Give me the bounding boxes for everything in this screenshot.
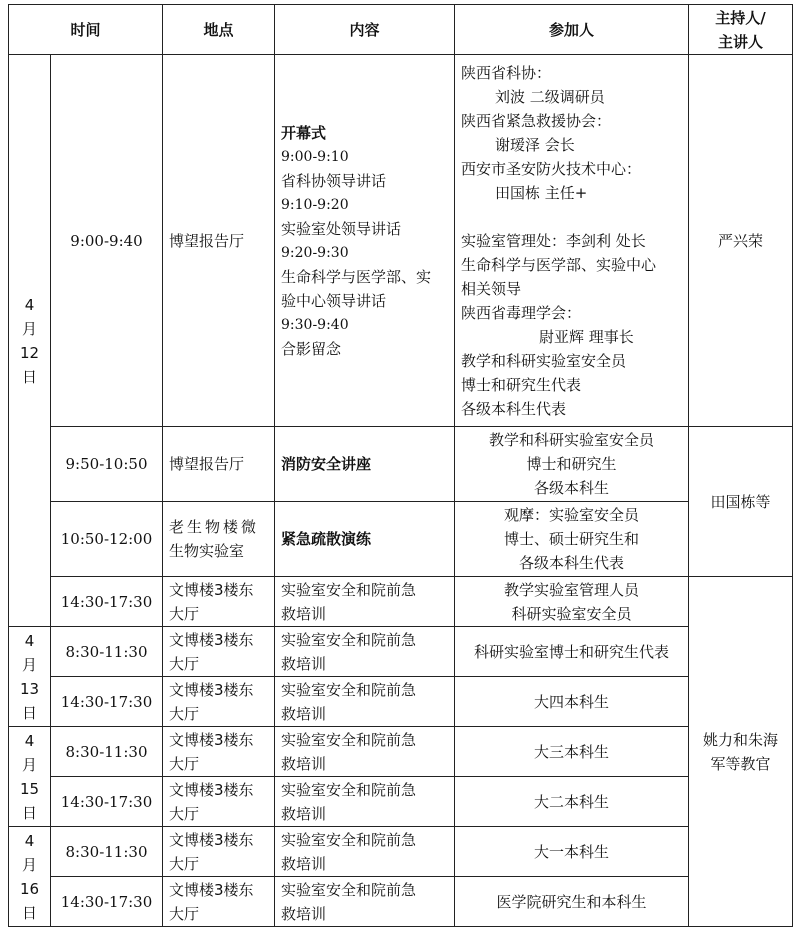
location-line: 文博楼3楼东 bbox=[169, 880, 254, 899]
date-text: 日 bbox=[21, 903, 37, 922]
participants-cell: 科研实验室博士和研究生代表 bbox=[455, 627, 689, 677]
date-text: 16 bbox=[19, 879, 40, 898]
time-cell: 8:30-11:30 bbox=[51, 627, 163, 677]
location-line: 文博楼3楼东 bbox=[169, 830, 254, 849]
header-row bbox=[9, 5, 793, 55]
content-cell bbox=[275, 827, 455, 877]
participant-line: 各级本科生 bbox=[534, 479, 610, 497]
table-row bbox=[9, 827, 793, 877]
location-cell bbox=[163, 727, 275, 777]
time-cell: 14:30-17:30 bbox=[51, 877, 163, 927]
location-line: 文博楼3楼东 bbox=[169, 630, 254, 649]
content-line: 实验室安全和院前急 bbox=[281, 630, 417, 649]
date-text: 4 bbox=[24, 631, 35, 650]
participant-line: 相关领导 bbox=[461, 279, 522, 298]
table-row bbox=[9, 877, 793, 927]
content-cell bbox=[275, 777, 455, 827]
table-row bbox=[9, 777, 793, 827]
date-text: 日 bbox=[21, 803, 37, 822]
header-time: 时间 bbox=[9, 5, 163, 55]
date-text: 12 bbox=[19, 343, 40, 362]
content-line: 救培训 bbox=[281, 654, 327, 673]
participant-line: 西安市圣安防火技术中心： bbox=[461, 159, 642, 178]
content-line: 9:00-9:10 bbox=[281, 148, 349, 165]
content-line: 9:30-9:40 bbox=[281, 316, 349, 333]
host-line: 姚力和朱海 bbox=[703, 730, 779, 749]
header-content: 内容 bbox=[275, 5, 455, 55]
participant-line: 陕西省毒理学会： bbox=[461, 303, 582, 322]
participant-line: 各级本科生代表 bbox=[519, 554, 625, 572]
location-line: 大厅 bbox=[169, 854, 200, 873]
content-line: 救培训 bbox=[281, 904, 327, 923]
date-text: 4 bbox=[24, 831, 35, 850]
time-cell: 9:00-9:40 bbox=[51, 55, 163, 427]
participants-cell: 医学院研究生和本科生 bbox=[455, 877, 689, 927]
participant-line: 尉亚辉 理事长 bbox=[539, 327, 634, 346]
location-cell bbox=[163, 577, 275, 627]
header-host-line1: 主持人/ bbox=[715, 8, 766, 27]
host-cell bbox=[689, 577, 793, 927]
content-line: 救培训 bbox=[281, 854, 327, 873]
participants-cell: 大四本科生 bbox=[455, 677, 689, 727]
date-cell-apr13 bbox=[9, 627, 51, 727]
content-cell bbox=[275, 677, 455, 727]
host-line: 军等教官 bbox=[710, 754, 771, 773]
participant-line: 观摩：实验室安全员 bbox=[504, 506, 640, 524]
header-participants: 参加人 bbox=[455, 5, 689, 55]
time-cell: 8:30-11:30 bbox=[51, 727, 163, 777]
time-cell: 14:30-17:30 bbox=[51, 577, 163, 627]
location-line: 文博楼3楼东 bbox=[169, 730, 254, 749]
content-line: 实验室处领导讲话 bbox=[281, 219, 402, 238]
content-line: 实验室安全和院前急 bbox=[281, 830, 417, 849]
participant-line: 博士和研究生代表 bbox=[461, 375, 582, 394]
header-host-line2: 主讲人 bbox=[718, 32, 764, 51]
location-cell bbox=[163, 677, 275, 727]
time-cell: 8:30-11:30 bbox=[51, 827, 163, 877]
date-text: 月 bbox=[21, 655, 37, 674]
time-cell: 14:30-17:30 bbox=[51, 677, 163, 727]
content-cell: 紧急疏散演练 bbox=[275, 502, 455, 577]
content-line: 救培训 bbox=[281, 804, 327, 823]
participant-line: 刘波 二级调研员 bbox=[495, 87, 605, 106]
content-cell: 消防安全讲座 bbox=[275, 427, 455, 502]
date-cell-apr12 bbox=[9, 55, 51, 627]
content-line: 省科协领导讲话 bbox=[281, 171, 387, 190]
time-cell: 10:50-12:00 bbox=[51, 502, 163, 577]
location-line: 大厅 bbox=[169, 704, 200, 723]
table-row bbox=[9, 502, 793, 577]
content-cell bbox=[275, 55, 455, 427]
participant-line: 田国栋 主任+ bbox=[495, 183, 588, 202]
participant-line: 博士、硕士研究生和 bbox=[504, 530, 640, 548]
date-text: 日 bbox=[21, 703, 37, 722]
participants-cell: 大一本科生 bbox=[455, 827, 689, 877]
content-line: 9:10-9:20 bbox=[281, 196, 349, 213]
content-line: 实验室安全和院前急 bbox=[281, 680, 417, 699]
participant-line: 实验室管理处：李剑利 处长 bbox=[461, 231, 646, 250]
date-text: 15 bbox=[19, 779, 40, 798]
location-line: 文博楼3楼东 bbox=[169, 580, 254, 599]
participant-line: 各级本科生代表 bbox=[461, 399, 567, 418]
date-text: 月 bbox=[21, 319, 37, 338]
participants-cell bbox=[455, 55, 689, 427]
location-line: 文博楼3楼东 bbox=[169, 780, 254, 799]
date-text: 月 bbox=[21, 755, 37, 774]
participant-line: 科研实验室安全员 bbox=[511, 604, 632, 623]
time-cell: 9:50-10:50 bbox=[51, 427, 163, 502]
location-cell bbox=[163, 777, 275, 827]
participants-cell bbox=[455, 502, 689, 577]
content-cell bbox=[275, 877, 455, 927]
header-location: 地点 bbox=[163, 5, 275, 55]
table-row bbox=[9, 577, 793, 627]
date-text: 4 bbox=[24, 295, 35, 314]
location-cell bbox=[163, 827, 275, 877]
table-row bbox=[9, 727, 793, 777]
time-cell: 14:30-17:30 bbox=[51, 777, 163, 827]
participant-line: 陕西省紧急救援协会： bbox=[461, 111, 612, 130]
content-cell bbox=[275, 627, 455, 677]
participant-line: 教学和科研实验室安全员 bbox=[489, 431, 655, 449]
content-line: 实验室安全和院前急 bbox=[281, 580, 417, 599]
content-line: 合影留念 bbox=[281, 339, 342, 358]
date-text: 月 bbox=[21, 855, 37, 874]
location-line: 大厅 bbox=[169, 804, 200, 823]
location-cell: 博望报告厅 bbox=[163, 55, 275, 427]
content-line: 救培训 bbox=[281, 604, 327, 623]
schedule-table bbox=[8, 4, 793, 927]
host-cell: 严兴荣 bbox=[689, 55, 793, 427]
table-row bbox=[9, 677, 793, 727]
content-line: 实验室安全和院前急 bbox=[281, 730, 417, 749]
content-line: 实验室安全和院前急 bbox=[281, 880, 417, 899]
content-line: 救培训 bbox=[281, 754, 327, 773]
date-text: 13 bbox=[19, 679, 40, 698]
content-line: 9:20-9:30 bbox=[281, 244, 349, 261]
content-cell bbox=[275, 577, 455, 627]
date-cell-apr15 bbox=[9, 727, 51, 827]
participant-line: 谢瑷泽 会长 bbox=[495, 135, 575, 154]
location-line: 大厅 bbox=[169, 654, 200, 673]
participant-line: 陕西省科协： bbox=[461, 63, 552, 82]
content-line: 救培训 bbox=[281, 704, 327, 723]
date-text: 4 bbox=[24, 731, 35, 750]
participant-line: 博士和研究生 bbox=[526, 455, 617, 473]
table-row bbox=[9, 427, 793, 502]
content-title: 开幕式 bbox=[281, 123, 327, 142]
blank-line bbox=[461, 205, 682, 229]
participants-cell: 大三本科生 bbox=[455, 727, 689, 777]
host-cell: 田国栋等 bbox=[689, 427, 793, 577]
location-line: 文博楼3楼东 bbox=[169, 680, 254, 699]
location-cell: 博望报告厅 bbox=[163, 427, 275, 502]
location-line: 大厅 bbox=[169, 904, 200, 923]
location-line: 生物实验室 bbox=[169, 542, 245, 560]
content-line: 生命科学与医学部、实 bbox=[281, 267, 432, 286]
participants-cell bbox=[455, 577, 689, 627]
location-line: 老生物楼微 bbox=[169, 518, 260, 536]
participant-line: 生命科学与医学部、实验中心 bbox=[461, 255, 657, 274]
table-row bbox=[9, 55, 793, 427]
date-cell-apr16 bbox=[9, 827, 51, 927]
participant-line: 教学实验室管理人员 bbox=[504, 580, 640, 599]
participants-cell bbox=[455, 427, 689, 502]
location-cell bbox=[163, 502, 275, 577]
location-line: 大厅 bbox=[169, 604, 200, 623]
location-cell bbox=[163, 877, 275, 927]
participants-cell: 大二本科生 bbox=[455, 777, 689, 827]
location-line: 大厅 bbox=[169, 754, 200, 773]
table-row bbox=[9, 627, 793, 677]
content-cell bbox=[275, 727, 455, 777]
content-line: 验中心领导讲话 bbox=[281, 291, 387, 310]
content-line: 实验室安全和院前急 bbox=[281, 780, 417, 799]
participant-line: 教学和科研实验室安全员 bbox=[461, 351, 627, 370]
header-host bbox=[689, 5, 793, 55]
date-text: 日 bbox=[21, 367, 37, 386]
location-cell bbox=[163, 627, 275, 677]
